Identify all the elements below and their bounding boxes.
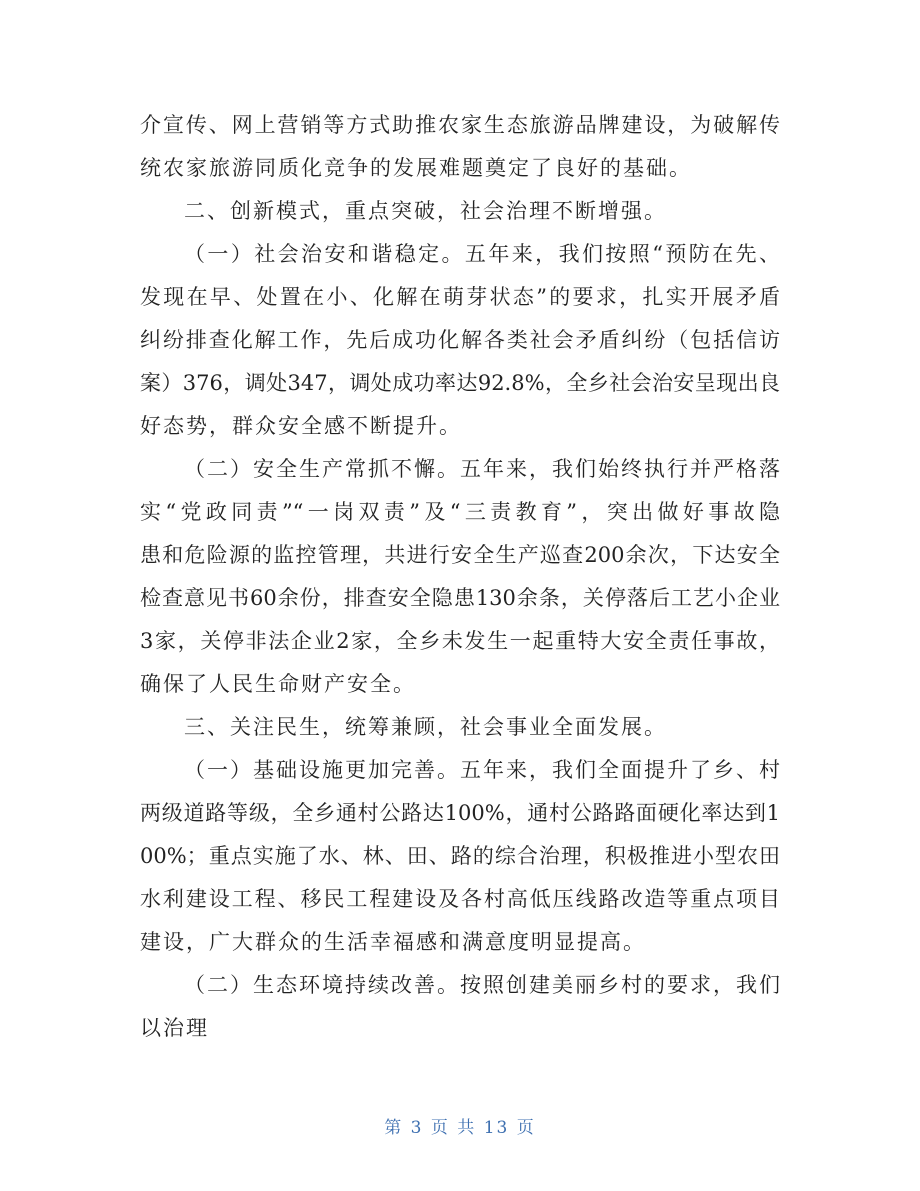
text-line: 介宣传、网上营销等方式助推农家生态旅游品牌建设，为破解传: [140, 113, 780, 137]
text-line: 案）376，调处347，调处成功率达92.8%，全乡社会治安呈现出良: [140, 371, 780, 395]
text-line: 纠纷排查化解工作，先后成功化解各类社会矛盾纠纷（包括信访: [140, 328, 780, 352]
text-line: 以治理: [140, 1016, 209, 1040]
text-line: 3家，关停非法企业2家，全乡未发生一起重特大安全责任事故，: [140, 629, 780, 653]
text-line: （二）安全生产常抓不懈。五年来，我们始终执行并严格落: [184, 457, 780, 481]
text-line: 实“党政同责”“一岗双责”及“三责教育”，突出做好事故隐: [140, 500, 780, 524]
text-line: 确保了人民生命财产安全。: [140, 672, 416, 696]
text-line: （一）社会治安和谐稳定。五年来，我们按照“预防在先、: [184, 242, 780, 266]
text-line: 发现在早、处置在小、化解在萌芽状态”的要求，扎实开展矛盾: [140, 285, 780, 309]
section-heading: 三、关注民生，统筹兼顾，社会事业全面发展。: [184, 715, 667, 739]
text-line: 建设，广大群众的生活幸福感和满意度明显提高。: [140, 930, 646, 954]
text-line: 检查意见书60余份，排查安全隐患130余条，关停落后工艺小企业: [140, 586, 780, 610]
document-body: [140, 104, 780, 1050]
section-heading: 二、创新模式，重点突破，社会治理不断增强。: [184, 199, 667, 223]
text-line: 00%；重点实施了水、林、田、路的综合治理，积极推进小型农田: [140, 844, 780, 868]
text-line: 水利建设工程、移民工程建设及各村高低压线路改造等重点项目: [140, 887, 780, 911]
text-line: 患和危险源的监控管理，共进行安全生产巡查200余次，下达安全: [140, 543, 780, 567]
page-number: 第 3 页 共 13 页: [384, 1118, 536, 1138]
text-line: （二）生态环境持续改善。按照创建美丽乡村的要求，我们: [184, 973, 780, 997]
text-line: 两级道路等级，全乡通村公路达100%，通村公路路面硬化率达到1: [140, 801, 780, 825]
text-line: 好态势，群众安全感不断提升。: [140, 414, 462, 438]
text-line: 统农家旅游同质化竞争的发展难题奠定了良好的基础。: [140, 156, 692, 180]
text-line: （一）基础设施更加完善。五年来，我们全面提升了乡、村: [184, 758, 780, 782]
